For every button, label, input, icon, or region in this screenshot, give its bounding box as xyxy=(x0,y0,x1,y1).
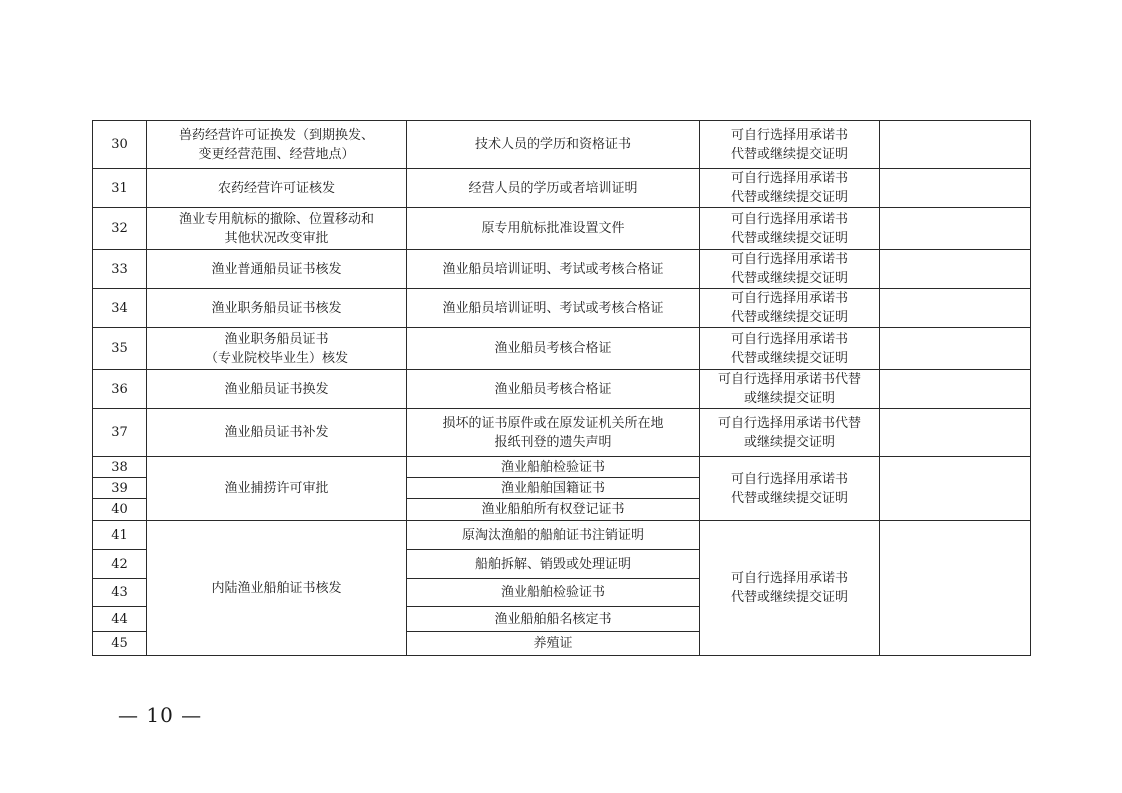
note-cell xyxy=(880,457,1031,521)
row-number: 42 xyxy=(93,550,147,579)
row-number: 35 xyxy=(93,328,147,370)
material-name: 养殖证 xyxy=(407,632,700,656)
material-name: 损坏的证书原件或在原发证机关所在地 报纸刊登的遗失声明 xyxy=(407,409,700,457)
note-cell xyxy=(880,328,1031,370)
note-cell xyxy=(880,208,1031,250)
note-cell xyxy=(880,169,1031,208)
table-row xyxy=(93,370,1031,409)
table-row xyxy=(93,208,1031,250)
note-cell xyxy=(880,121,1031,169)
method-text: 可自行选择用承诺书 代替或继续提交证明 xyxy=(700,208,880,250)
material-name: 渔业船员培训证明、考试或考核合格证 xyxy=(407,289,700,328)
note-cell xyxy=(880,409,1031,457)
material-name: 渔业船舶国籍证书 xyxy=(407,478,700,499)
table-row xyxy=(93,409,1031,457)
row-number: 39 xyxy=(93,478,147,499)
row-number: 40 xyxy=(93,499,147,521)
item-name: 渔业专用航标的撤除、位置移动和 其他状况改变审批 xyxy=(147,208,407,250)
item-name: 渔业船员证书换发 xyxy=(147,370,407,409)
material-name: 渔业船员培训证明、考试或考核合格证 xyxy=(407,250,700,289)
row-number: 34 xyxy=(93,289,147,328)
row-number: 45 xyxy=(93,632,147,656)
item-name: 渔业职务船员证书核发 xyxy=(147,289,407,328)
row-number: 44 xyxy=(93,607,147,632)
item-name: 兽药经营许可证换发（到期换发、 变更经营范围、经营地点） xyxy=(147,121,407,169)
row-number: 37 xyxy=(93,409,147,457)
table-row xyxy=(93,457,1031,478)
method-text: 可自行选择用承诺书 代替或继续提交证明 xyxy=(700,169,880,208)
certificate-table xyxy=(92,120,1031,656)
item-name: 渔业捕捞许可审批 xyxy=(147,457,407,521)
item-name: 内陆渔业船舶证书核发 xyxy=(147,521,407,656)
table-row xyxy=(93,328,1031,370)
note-cell xyxy=(880,370,1031,409)
row-number: 36 xyxy=(93,370,147,409)
method-text: 可自行选择用承诺书 代替或继续提交证明 xyxy=(700,328,880,370)
note-cell xyxy=(880,289,1031,328)
material-name: 渔业船员考核合格证 xyxy=(407,328,700,370)
note-cell xyxy=(880,250,1031,289)
method-text: 可自行选择用承诺书 代替或继续提交证明 xyxy=(700,121,880,169)
row-number: 32 xyxy=(93,208,147,250)
method-text: 可自行选择用承诺书代替 或继续提交证明 xyxy=(700,370,880,409)
table-row xyxy=(93,250,1031,289)
material-name: 渔业船舶所有权登记证书 xyxy=(407,499,700,521)
item-name: 农药经营许可证核发 xyxy=(147,169,407,208)
row-number: 30 xyxy=(93,121,147,169)
material-name: 技术人员的学历和资格证书 xyxy=(407,121,700,169)
row-number: 31 xyxy=(93,169,147,208)
material-name: 渔业船舶检验证书 xyxy=(407,579,700,607)
row-number: 43 xyxy=(93,579,147,607)
row-number: 33 xyxy=(93,250,147,289)
item-name: 渔业普通船员证书核发 xyxy=(147,250,407,289)
method-text: 可自行选择用承诺书 代替或继续提交证明 xyxy=(700,457,880,521)
material-name: 渔业船舶检验证书 xyxy=(407,457,700,478)
item-name: 渔业职务船员证书 （专业院校毕业生）核发 xyxy=(147,328,407,370)
page-number: — 10 — xyxy=(118,703,203,727)
row-number: 38 xyxy=(93,457,147,478)
material-name: 渔业船员考核合格证 xyxy=(407,370,700,409)
method-text: 可自行选择用承诺书 代替或继续提交证明 xyxy=(700,250,880,289)
method-text: 可自行选择用承诺书代替 或继续提交证明 xyxy=(700,409,880,457)
table-row xyxy=(93,121,1031,169)
material-name: 原淘汰渔船的船舶证书注销证明 xyxy=(407,521,700,550)
material-name: 原专用航标批准设置文件 xyxy=(407,208,700,250)
table-row xyxy=(93,289,1031,328)
row-number: 41 xyxy=(93,521,147,550)
material-name: 经营人员的学历或者培训证明 xyxy=(407,169,700,208)
table-row xyxy=(93,521,1031,550)
material-name: 渔业船舶船名核定书 xyxy=(407,607,700,632)
method-text: 可自行选择用承诺书 代替或继续提交证明 xyxy=(700,521,880,656)
material-name: 船舶拆解、销毁或处理证明 xyxy=(407,550,700,579)
note-cell xyxy=(880,521,1031,656)
method-text: 可自行选择用承诺书 代替或继续提交证明 xyxy=(700,289,880,328)
item-name: 渔业船员证书补发 xyxy=(147,409,407,457)
table-row xyxy=(93,169,1031,208)
